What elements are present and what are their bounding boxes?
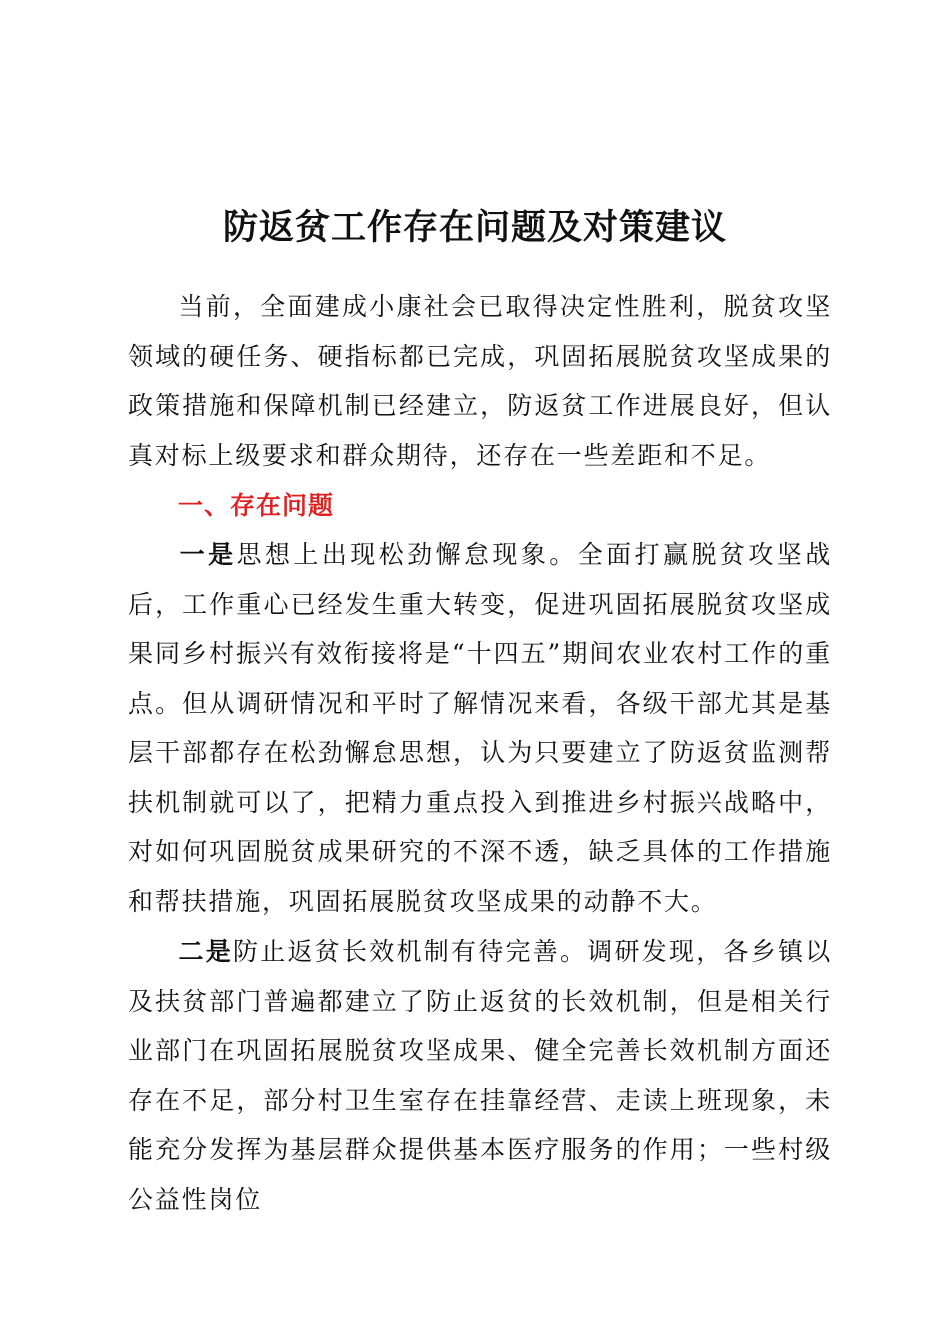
intro-text: 当前，全面建成小康社会已取得决定性胜利，脱贫攻坚领域的硬任务、硬指标都已完成，巩固拓展脱贫攻坚成果的政策措施和保障机制已经建立，防返贫工作进展良好，但认真对标上级要求和群众期待，还存在一些差距和不足。	[128, 292, 832, 470]
item-lead: 二是	[178, 937, 233, 966]
item-text: 防止返贫长效机制有待完善。调研发现，各乡镇以及扶贫部门普遍都建立了防止返贫的长效机制，但是相关行业部门在巩固拓展脱贫攻坚成果、健全完善长效机制方面还存在不足，部分村卫生室存在挂靠经营、走读上班现象，未能充分发挥为基层群众提供基本医疗服务的作用；一些村级公益性岗位	[128, 937, 832, 1214]
item-lead: 一是	[178, 540, 237, 569]
intro-paragraph	[128, 282, 832, 480]
item-text: 思想上出现松劲懈怠现象。全面打赢脱贫攻坚战后，工作重心已经发生重大转变，促进巩固拓展脱贫攻坚成果同乡村振兴有效衔接将是“十四五”期间农业农村工作的重点。但从调研情况和平时了解情况来看，各级干部尤其是基层干部都存在松劲懈怠思想，认为只要建立了防返贫监测帮扶机制就可以了，把精力重点投入到推进乡村振兴战略中，对如何巩固脱贫成果研究的不深不透，缺乏具体的工作措施和帮扶措施，巩固拓展脱贫攻坚成果的动静不大。	[128, 540, 832, 916]
problem-item-2	[128, 927, 832, 1224]
section-heading-problems: 一、存在问题	[178, 491, 335, 520]
problem-item-1	[128, 530, 832, 926]
document-title: 防返贫工作存在问题及对策建议	[222, 207, 727, 248]
